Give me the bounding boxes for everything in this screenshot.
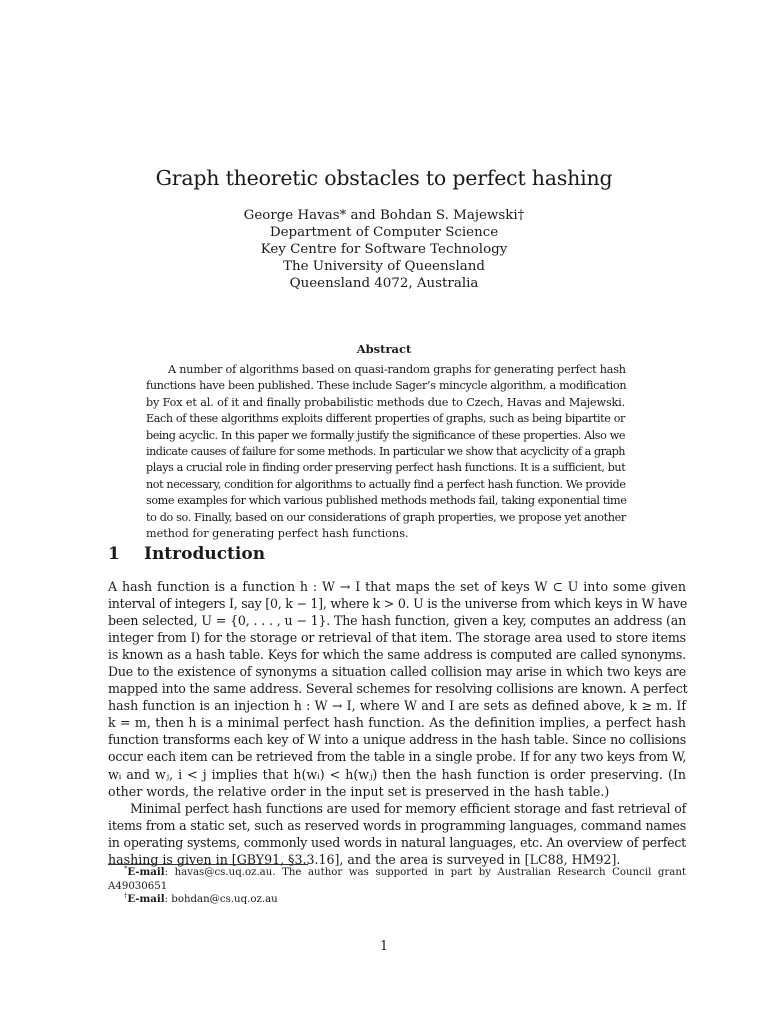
body-line: Minimal perfect hash functions are used for memory efficient storage and fast retrieval of <box>130 800 686 816</box>
body-line: interval of integers I, say [0, k − 1], where k > 0. U is the universe from which keys in W have <box>108 596 688 612</box>
footnote-1-continued: A49030651 <box>108 880 168 892</box>
body-line: mapped into the same address. Several schemes for resolving collisions are known. A perfect <box>108 681 688 697</box>
section-number: 1 <box>108 544 120 564</box>
author-university: The University of Queensland <box>283 259 485 274</box>
abstract-line: indicate causes of failure for some methods. In particular we show that acyclicity of a graph <box>146 444 625 458</box>
body-line: hash function is an injection h : W → I, where W and I are sets as defined above, k ≥ m. If <box>108 698 686 714</box>
body-line: been selected, U = {0, . . . , u − 1}. The hash function, given a key, computes an address (an <box>108 613 686 629</box>
author-names: George Havas* and Bohdan S. Majewski† <box>243 208 525 223</box>
footnote-label: E-mail <box>127 893 165 906</box>
page-number: 1 <box>379 938 388 953</box>
footnote-text: : havas@cs.uq.oz.au. The author was supported in part by Australian Research Council grant <box>164 867 686 878</box>
section-heading-introduction <box>108 544 265 564</box>
section-title: Introduction <box>144 544 266 564</box>
abstract-line: being acyclic. In this paper we formally justify the significance of these properties. Also we <box>146 428 625 442</box>
footnotes <box>108 866 686 907</box>
footnote-2 <box>108 893 686 907</box>
body-line: k = m, then h is a minimal perfect hash function. As the definition implies, a perfect hash <box>108 715 686 731</box>
abstract-line: Each of these algorithms exploits different properties of graphs, such as being bipartite or <box>146 412 625 426</box>
abstract-line: by Fox et al. of it and finally probabilistic methods due to Czech, Havas and Majewski. <box>146 395 625 409</box>
abstract-line: functions have been published. These include Sager’s mincycle algorithm, a modification <box>146 379 627 393</box>
footnote-text: : bohdan@cs.uq.oz.au <box>164 894 278 906</box>
body-line: hashing is given in [GBY91, §3.3.16], and the area is surveyed in [LC88, HM92]. <box>108 851 621 867</box>
body-line: is known as a hash table. Keys for which the same address is computed are called synonyms. <box>108 647 686 663</box>
body-line: Due to the existence of synonyms a situation called collision may arise in which two keys are <box>108 664 686 680</box>
footnote-label: E-mail <box>127 866 165 878</box>
body-line: integer from I) for the storage or retrieval of that item. The storage area used to store items <box>108 630 686 646</box>
footnote-1 <box>108 866 686 880</box>
author-address: Queensland 4072, Australia <box>289 276 479 291</box>
footnote-mark: * <box>124 864 128 873</box>
abstract-line: method for generating perfect hash functions. <box>146 526 409 540</box>
body-line: items from a static set, such as reserved words in programming languages, command names <box>108 817 686 833</box>
footnote-mark: † <box>124 891 128 900</box>
abstract-line: not necessary, condition for algorithms to actually find a perfect hash function. We provide <box>146 477 626 491</box>
abstract-line: some examples for which various published methods methods fail, taking exponential time <box>146 494 627 508</box>
abstract-line: plays a crucial role in finding order preserving perfect hash functions. It is a sufficient, but <box>146 461 626 475</box>
author-block <box>0 207 768 292</box>
body-line: function transforms each key of W into a unique address in the hash table. Since no collisions <box>108 732 686 748</box>
abstract-line: A number of algorithms based on quasi-random graphs for generating perfect hash <box>168 363 626 376</box>
body-line: wᵢ and wⱼ, i < j implies that h(wᵢ) < h(wⱼ) then the hash function is order preserving. (In <box>108 766 686 782</box>
body-line: occur each item can be retrieved from the table in a single probe. If for any two keys from W, <box>108 749 687 765</box>
abstract-line: to do so. Finally, based on our considerations of graph properties, we propose yet another <box>146 510 626 524</box>
body-line: A hash function is a function h : W → I that maps the set of keys W ⊂ U into some given <box>108 579 686 594</box>
body-line: other words, the relative order in the input set is preserved in the hash table.) <box>108 783 610 799</box>
author-department: Department of Computer Science <box>269 225 499 240</box>
abstract-heading: Abstract <box>356 342 412 356</box>
introduction-body <box>108 578 686 868</box>
abstract-text <box>146 362 625 542</box>
body-line: in operating systems, commonly used words in natural languages, etc. An overview of perfect <box>108 834 686 850</box>
footnote-rule <box>108 864 308 865</box>
paper-title: Graph theoretic obstacles to perfect hashing <box>155 166 613 190</box>
author-centre: Key Centre for Software Technology <box>260 242 508 257</box>
